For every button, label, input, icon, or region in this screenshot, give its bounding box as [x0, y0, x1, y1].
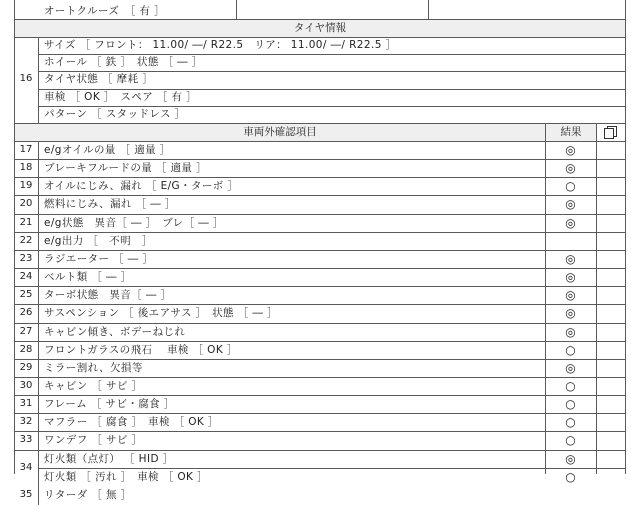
check-item-number: 20 — [19, 198, 33, 210]
tire-section-title: タイヤ情報 — [15, 20, 625, 37]
check-item-number: 33 — [19, 434, 33, 446]
top-divider-2 — [428, 0, 429, 19]
check-result-mark: ◎ — [565, 251, 576, 266]
check-result-mark: ◎ — [565, 306, 576, 321]
check-item-text: キャビン傾き、ボデーねじれ — [44, 325, 186, 338]
copy-icon[interactable] — [602, 124, 620, 139]
check-result-mark: ○ — [565, 342, 576, 357]
check-result-mark: ◎ — [565, 451, 576, 466]
check-item-text: ラジエーター ［ ― ］ — [44, 252, 154, 265]
check-item-number: 26 — [19, 307, 33, 319]
check-item-text: リターダ ［ 無 ］ — [44, 488, 132, 501]
auto-cruise-label: オートクルーズ ［ 有 ］ — [44, 5, 166, 17]
check-item-number: 25 — [19, 289, 33, 301]
check-result-mark: ○ — [565, 433, 576, 448]
tire-row: ホイール ［ 鉄 ］ 状態 ［ ― ］ — [44, 56, 203, 69]
check-item-text: e/gオイルの量 ［ 適量 ］ — [44, 144, 171, 156]
check-item-text: ワンデフ ［ サビ ］ — [44, 434, 143, 447]
check-item-text: キャビン ［ サビ ］ — [44, 379, 143, 392]
tire-number-divider — [38, 37, 39, 123]
tire-row: 車検 ［ OK ］ スペア ［ 有 ］ — [44, 90, 198, 103]
result-col-right — [596, 123, 597, 474]
check-result-mark: ◎ — [565, 288, 576, 303]
check-item-number: 31 — [19, 398, 33, 410]
check-item-number: 32 — [19, 416, 33, 428]
tire-item-number: 16 — [19, 73, 33, 84]
check-result-mark: ◎ — [565, 143, 576, 157]
check-result-mark: ◎ — [565, 161, 576, 176]
check-section-title: 車両外確認項目 — [15, 124, 545, 141]
check-item-text: マフラー ［ 腐食 ］ 車検 ［ OK ］ — [44, 416, 219, 429]
check-item-number: 23 — [19, 252, 33, 264]
check-item-number: 34 — [19, 461, 33, 473]
check-item-number: 22 — [19, 234, 33, 246]
tire-row: タイヤ状態 ［ 摩耗 ］ — [44, 73, 154, 86]
check-item-text: 灯火類 ［ 汚れ ］ 車検 ［ OK ］ — [44, 470, 208, 483]
check-item-number: 30 — [19, 379, 33, 391]
check-item-text: ベルト類 ［ ― ］ — [44, 271, 132, 284]
check-item-number: 18 — [19, 162, 33, 174]
top-divider-1 — [236, 0, 237, 19]
check-result-mark: ◎ — [565, 270, 576, 285]
check-item-number: 27 — [19, 325, 33, 337]
check-result-mark: ○ — [565, 469, 576, 484]
check-item-text: フロントガラスの飛石 車検 ［ OK ］ — [44, 343, 238, 356]
check-item-number: 24 — [19, 271, 33, 283]
inspection-sheet — [14, 0, 626, 501]
check-item-text: オイルにじみ、漏れ ［ E/G・ターボ ］ — [44, 180, 239, 193]
check-item-text: e/g状態 異音［ ― ］ ブレ［ ― ］ — [44, 216, 224, 229]
check-result-mark: ○ — [565, 378, 576, 393]
check-result-mark: ○ — [565, 397, 576, 412]
check-item-text: フレーム ［ サビ・腐食 ］ — [44, 398, 175, 411]
check-item-number: 19 — [19, 180, 33, 192]
check-item-text: ブレーキフルードの量 ［ 適量 ］ — [44, 162, 207, 175]
check-item-number: 21 — [19, 216, 33, 228]
check-item-number: 28 — [19, 343, 33, 355]
check-item-text: e/g出力 ［ 不明 ］ — [44, 234, 153, 247]
check-result-mark: ○ — [565, 415, 576, 430]
check-item-number: 35 — [19, 488, 33, 500]
result-header: 結果 — [546, 124, 596, 141]
check-result-mark: ○ — [565, 179, 576, 194]
check-item-number: 17 — [19, 144, 33, 155]
check-result-mark: ◎ — [565, 215, 576, 230]
tire-row: パターン ［ スタッドレス ］ — [44, 107, 186, 120]
check-item-number: 29 — [19, 361, 33, 373]
check-item-text: 灯火類（点灯） ［ HID ］ — [44, 452, 174, 465]
check-item-text: 燃料にじみ、漏れ ［ ― ］ — [44, 198, 176, 211]
tire-row: サイズ ［ フロント： 11.00/ ―/ R22.5 リア： 11.00/ ―/ R22.5 ］ — [44, 39, 397, 51]
check-item-text: サスペンション ［ 後エアサス ］ 状態 ［ ― ］ — [44, 307, 278, 320]
check-result-mark: ◎ — [565, 197, 576, 212]
check-item-text: ターボ状態 異音［ ― ］ — [44, 289, 172, 302]
check-result-mark: ◎ — [565, 360, 576, 375]
check-item-text: ミラー割れ、欠損等 — [44, 361, 143, 374]
check-result-mark: ◎ — [565, 324, 576, 339]
